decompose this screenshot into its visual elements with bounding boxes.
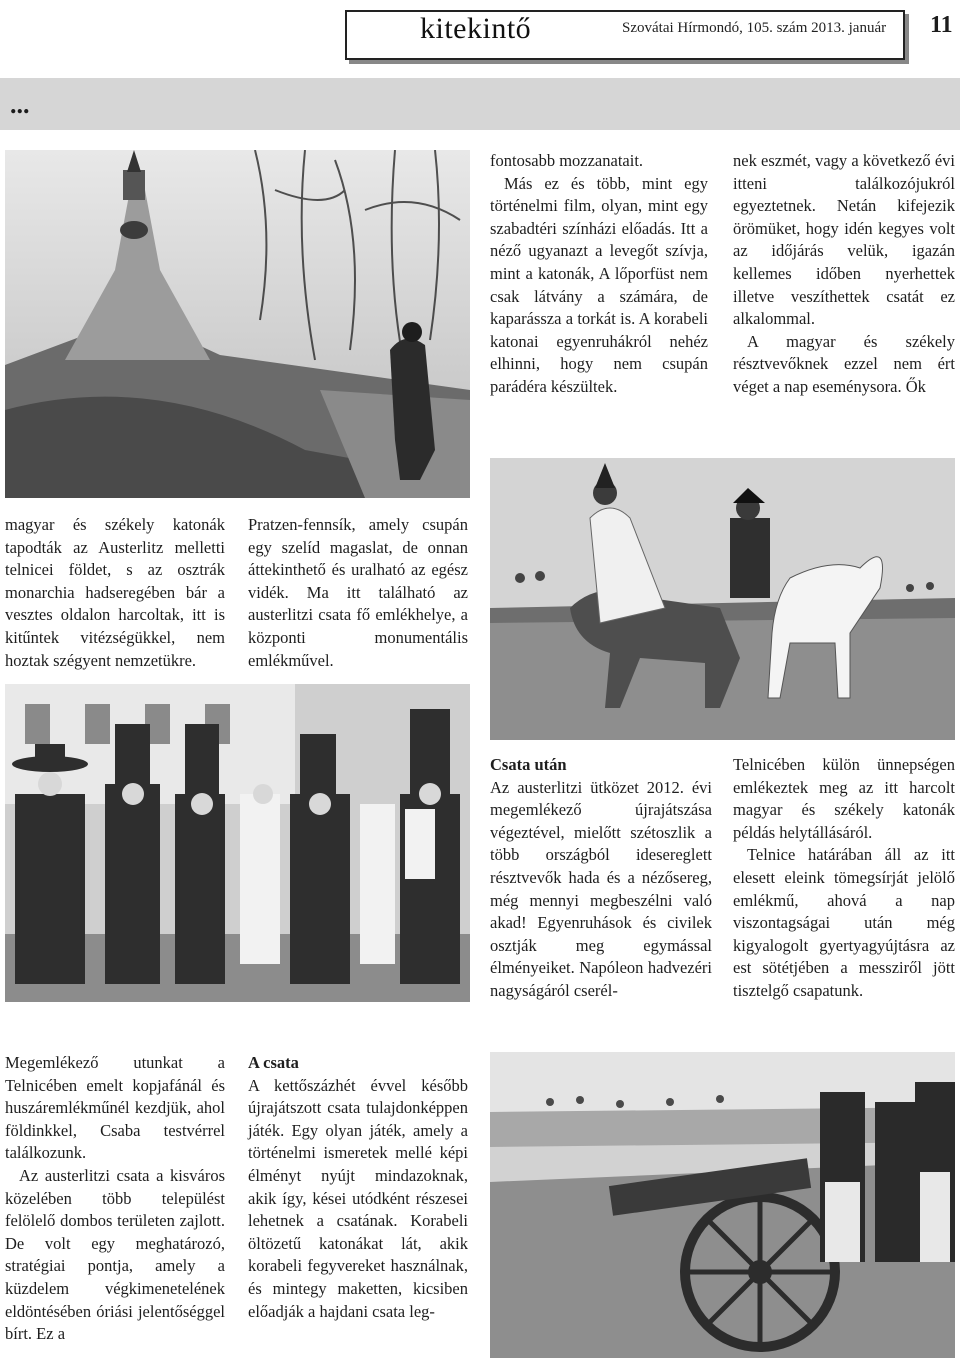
page-number: 11 xyxy=(930,12,953,38)
column-middle-left xyxy=(5,514,225,672)
column-bottom-left xyxy=(5,1052,225,1346)
paragraph: Más ez és több, mint egy történelmi film, olyan, mint egy szabadtéri színházi előadás. Itt a néző ugyanazt a levegőt szívja, mint a katonák, A lőporfüst nem csak látvány a számára, de kaparássza a torkát is. A korabeli katonai egyenruhákról nehéz elhinni, hogy nem csupán parádéra készültek. xyxy=(490,173,708,396)
issue-line: Szovátai Hírmondó, 105. szám 2013. január xyxy=(622,20,887,36)
column-middle-center xyxy=(248,514,468,672)
riders-photo xyxy=(490,458,955,740)
section-title: kitekintő xyxy=(420,12,532,45)
subheading-csata-utan: Csata után xyxy=(490,755,567,774)
paragraph: Pratzen-fennsík, amely csupán egy szelíd magaslat, de onnan áttekinthető és uralható az egész vidék. Ma itt található az austerlitzi csata fő emlékhelye, a központi monumentális emlékművel. xyxy=(248,515,468,670)
paragraph: A magyar és székely résztvevőknek ezzel nem ért véget a nap eseménysora. Ők xyxy=(733,331,955,396)
paragraph: Megemlékező utunkat a Telnicében emelt kopjafánál és huszáremlékműnél kezdjük, ahol földinkkel, Csaba testvérrel találkozunk. xyxy=(5,1053,225,1163)
column-lower-right xyxy=(733,754,955,1003)
subheading-a-csata: A csata xyxy=(248,1053,299,1072)
column-a-csata xyxy=(248,1052,468,1323)
monument-photo xyxy=(5,150,470,498)
cannon-battle-photo xyxy=(490,1052,955,1358)
paragraph: Az austerlitzi csata a kisváros közelében több települést felölelő dombos területen zajlott. De volt egy meghatározó, stratégiai pontja, amely a küzdelem végkimenetelének eldöntésében óriási jelentőséggel bírt. Ez a xyxy=(5,1165,225,1344)
paragraph: A kettőszázhét évvel később újrajátszott csata tulajdonképpen játék. Egy olyan játék, amely a történelmi ismeretek mellé képi élményt nyújt mindazoknak, akik így, kései utódként részesei lehetnek a csatának. Korabeli öltözetű katonákat lát, akik korabeli fegyvereket használnak, és mintegy maketten, kicsiben előadják a hajdani csata leg- xyxy=(248,1075,468,1321)
paragraph: Telnicében külön ünnepségen emlékeztek meg az itt harcolt magyar és székely katonák példás helytállásáról. xyxy=(733,755,955,842)
section-band xyxy=(0,78,960,130)
continuation-ellipsis: ... xyxy=(10,90,30,119)
paragraph: nek eszmét, vagy a következő évi itteni találkozójukról egyeztetnek. Netán kifejezik örömüket, hogy idén kegyes volt az időjárás velük, igazán kellemes időben nyerhettek illetve veszíthettek csatát ez alkalommal. xyxy=(733,151,955,329)
column-csata-utan xyxy=(490,754,712,1003)
paragraph: Az austerlitzi ütközet 2012. évi megemlékező újrajátszása végeztével, mielőtt szétoszlik a több országból idesereglett résztvevők hada és a nézősereg, még mennyi megbeszélni való akad! Egyenruhások és civilek osztják meg egymással élményeiket. Napóleon hadvezéri nagyságáról cserél- xyxy=(490,777,712,1000)
column-top-middle xyxy=(490,150,708,399)
paragraph: fontosabb mozzanatait. xyxy=(490,151,644,170)
paragraph: magyar és székely katonák tapodták az Austerlitz melletti telnicei földet, s az osztrák monarchia hadseregében bár a vesztes oldalon harcoltak, itt is kitűntek vitézségükkel, nem hoztak szégyent nemzetükre. xyxy=(5,515,225,670)
column-top-right xyxy=(733,150,955,399)
soldiers-group-photo xyxy=(5,684,470,1002)
paragraph: Telnice határában áll az itt elesett eleink tömegsírját jelölő emlékmű, ahová a nap viszontagságai után még kigyalogolt gyertyagyújtásra az est sötétjében a messziről jött tisztelgő csapatunk. xyxy=(733,845,955,1000)
